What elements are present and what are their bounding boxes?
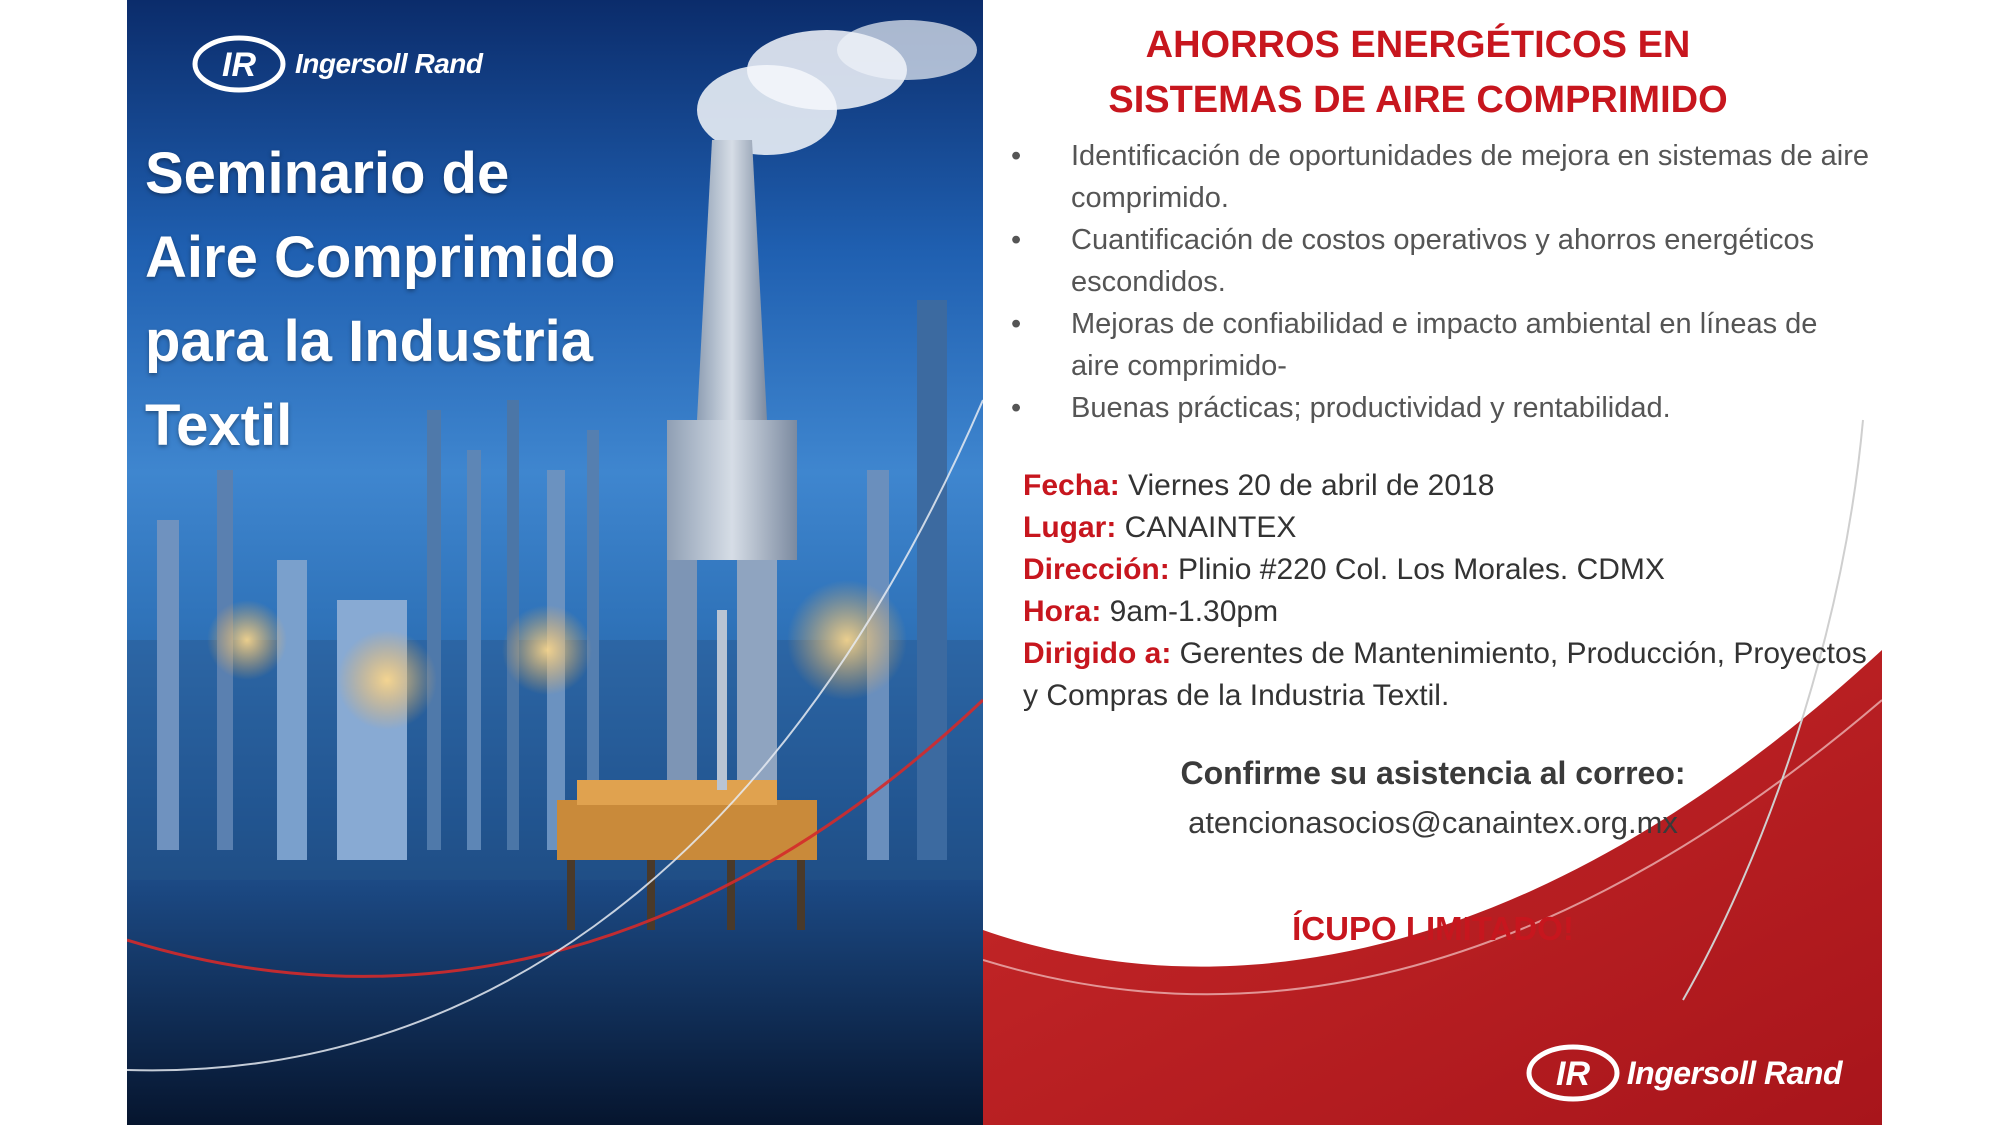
list-item: • Identificación de oportunidades de mejora en sistemas de aire comprimido. (1011, 135, 1871, 219)
right-info-panel (983, 0, 1882, 1125)
bullet-icon: • (1011, 308, 1022, 340)
bullet-icon: • (1011, 392, 1022, 424)
list-item: • Cuantificación de costos operativos y ahorros energéticos escondidos. (1011, 219, 1871, 303)
time-row: Hora: 9am-1.30pm (1023, 595, 1279, 628)
bullet-icon: • (1011, 140, 1022, 172)
place-row: Lugar: CANAINTEX (1023, 511, 1297, 544)
limited-capacity-notice: ÍCUPO LIMITADO! (1292, 910, 1574, 947)
benefits-list (1011, 135, 1871, 429)
seminar-title: Seminario de Aire Comprimido para la Industria Textil (145, 141, 616, 458)
seminar-flyer (127, 0, 1882, 1125)
address-row: Dirección: Plinio #220 Col. Los Morales. CDMX (1023, 553, 1665, 586)
left-photo-panel (127, 0, 983, 1125)
brand-name: Ingersoll Rand (1626, 1054, 1842, 1091)
audience-row: Dirigido a: Gerentes de Mantenimiento, Producción, Proyectos y Compras de la Industria Textil. (1023, 637, 1867, 712)
bullet-icon: • (1011, 224, 1022, 256)
rsvp-email: atencionasocios@canaintex.org.mx (1188, 805, 1678, 840)
svg-text:IR: IR (222, 46, 256, 84)
svg-text:IR: IR (1555, 1055, 1590, 1093)
list-item: • Mejoras de confiabilidad e impacto ambiental en líneas de aire comprimido- (1011, 303, 1871, 387)
brand-logo-bottom (1525, 1043, 1842, 1103)
list-item: • Buenas prácticas; productividad y rentabilidad. (1011, 387, 1871, 429)
event-details (1023, 465, 1873, 717)
ingersoll-rand-logo-icon (191, 34, 287, 94)
rsvp-prompt: Confirme su asistencia al correo: (1180, 755, 1686, 791)
ingersoll-rand-logo-icon (1525, 1043, 1621, 1103)
headline: AHORROS ENERGÉTICOS EN SISTEMAS DE AIRE COMPRIMIDO (1108, 24, 1728, 121)
brand-logo-top (191, 34, 482, 94)
date-row: Fecha: Viernes 20 de abril de 2018 (1023, 469, 1495, 502)
brand-name: Ingersoll Rand (295, 48, 483, 79)
